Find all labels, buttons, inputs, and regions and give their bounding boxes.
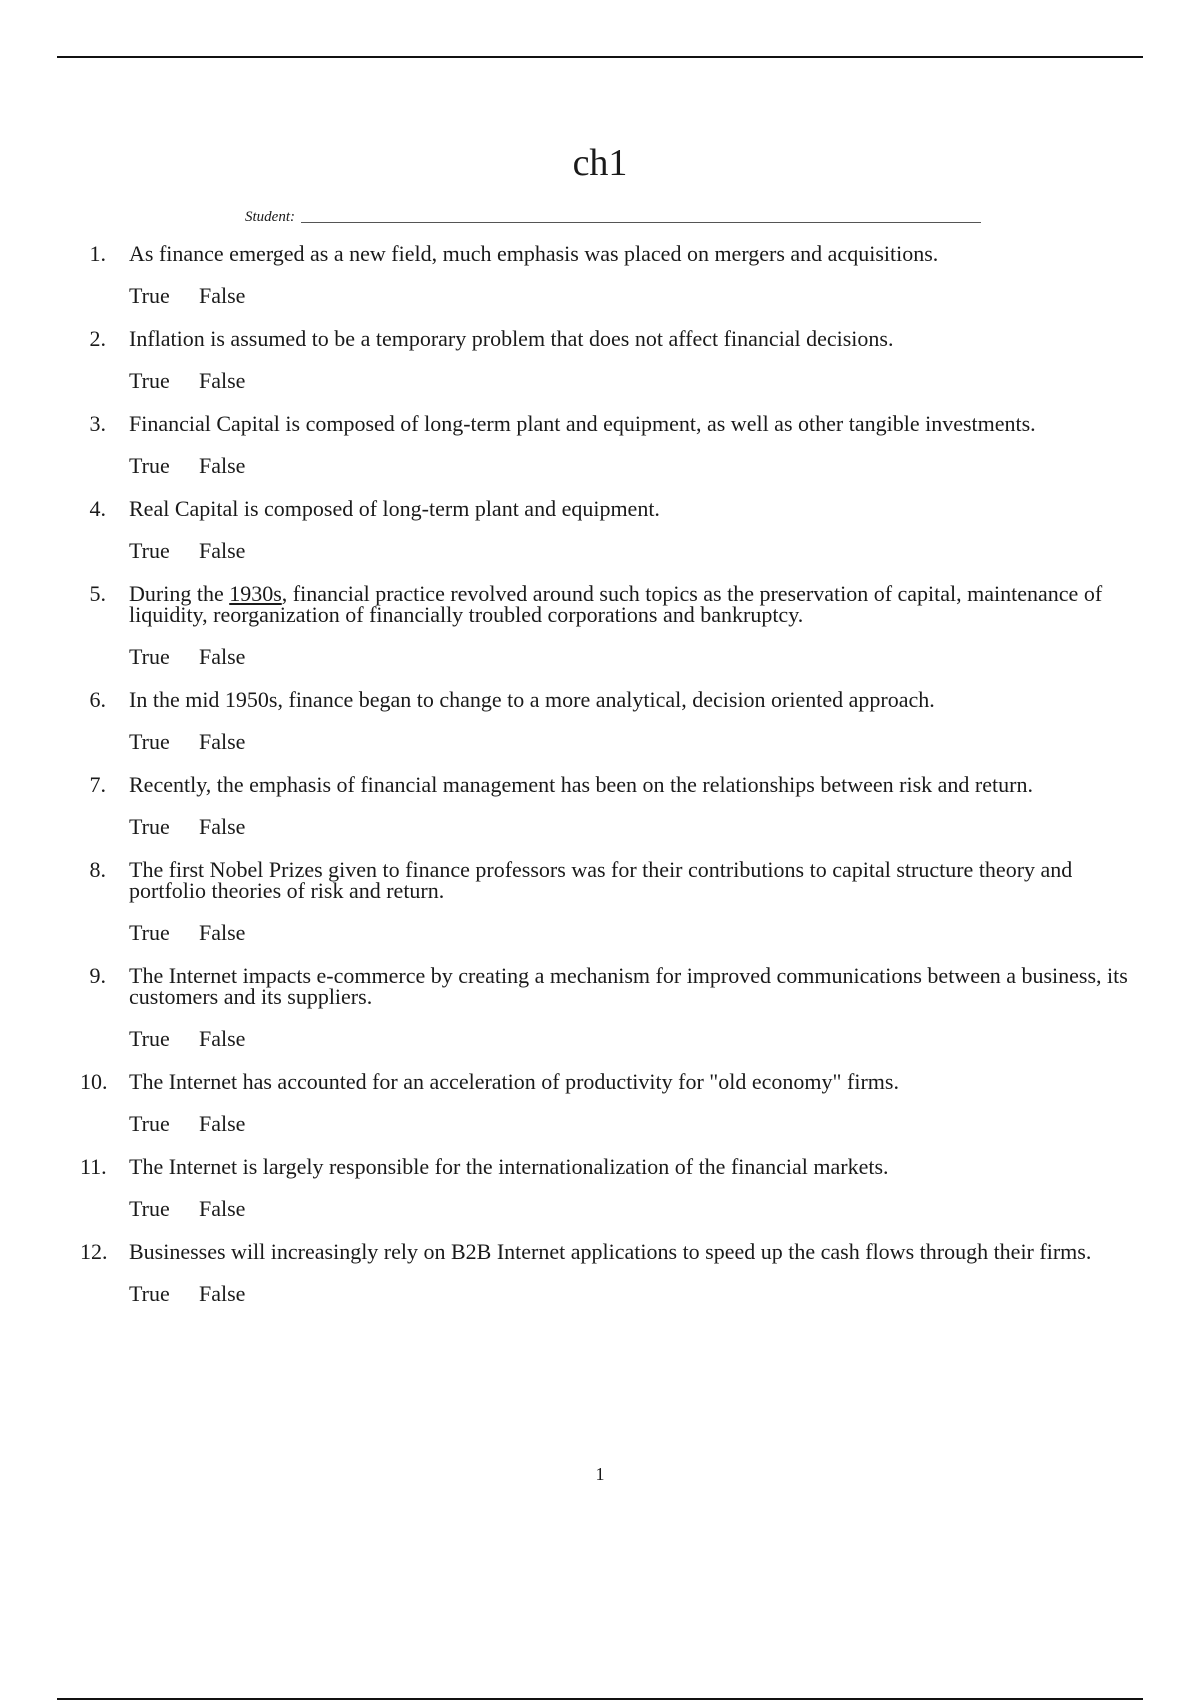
question-number: 9. (89, 963, 106, 988)
question-text: Real Capital is composed of long-term plant and equipment. (129, 496, 660, 521)
question-1 (0, 243, 1200, 306)
true-false-options (129, 816, 1200, 837)
question-number: 8. (89, 857, 106, 882)
question-number: 4. (89, 496, 106, 521)
question-text (129, 583, 1129, 625)
top-rule (57, 56, 1143, 58)
true-false-options (129, 922, 1200, 943)
true-false-options (129, 1283, 1200, 1304)
true-option[interactable]: True (129, 1111, 170, 1136)
true-option[interactable]: True (129, 1281, 170, 1306)
question-text: As finance emerged as a new field, much emphasis was placed on mergers and acquisitions. (129, 241, 939, 266)
question-6 (0, 689, 1200, 752)
true-option[interactable]: True (129, 644, 170, 669)
question-text: In the mid 1950s, finance began to change to a more analytical, decision oriented approach. (129, 687, 935, 712)
student-name-line[interactable] (301, 222, 981, 223)
false-option[interactable]: False (199, 1111, 246, 1136)
question-number: 1. (89, 241, 106, 266)
false-option[interactable]: False (199, 368, 246, 393)
false-option[interactable]: False (199, 1196, 246, 1221)
false-option[interactable]: False (199, 920, 246, 945)
true-false-options (129, 540, 1200, 561)
question-number: 12. (80, 1239, 108, 1264)
page-number: 1 (595, 1464, 605, 1484)
question-2 (0, 328, 1200, 391)
true-false-options (129, 1198, 1200, 1219)
true-false-options (129, 646, 1200, 667)
question-7 (0, 774, 1200, 837)
true-false-options (129, 455, 1200, 476)
false-option[interactable]: False (199, 814, 246, 839)
student-field (245, 209, 981, 226)
question-number: 2. (89, 326, 106, 351)
question-text: The Internet impacts e-commerce by creating a mechanism for improved communications between a business, its customers and its suppliers. (129, 963, 1128, 1009)
question-5 (0, 583, 1200, 667)
question-4 (0, 498, 1200, 561)
question-text-after: , financial practice revolved around such topics as the preservation of capital, maintenance of liquidity, reorganization of financially troubled corporations and bankruptcy. (129, 581, 1103, 627)
true-option[interactable]: True (129, 453, 170, 478)
question-text: Businesses will increasingly rely on B2B Internet applications to speed up the cash flows through their firms. (129, 1239, 1092, 1264)
question-list (0, 243, 1200, 1326)
question-9 (0, 965, 1200, 1049)
question-12 (0, 1241, 1200, 1304)
false-option[interactable]: False (199, 729, 246, 754)
true-false-options (129, 370, 1200, 391)
true-false-options (129, 731, 1200, 752)
false-option[interactable]: False (199, 644, 246, 669)
true-option[interactable]: True (129, 1196, 170, 1221)
false-option[interactable]: False (199, 453, 246, 478)
question-text: Inflation is assumed to be a temporary problem that does not affect financial decisions. (129, 326, 894, 351)
true-false-options (129, 285, 1200, 306)
false-option[interactable]: False (199, 538, 246, 563)
document-title: ch1 (572, 142, 628, 184)
underlined-decade: 1930s (229, 581, 282, 606)
true-option[interactable]: True (129, 1026, 170, 1051)
false-option[interactable]: False (199, 1026, 246, 1051)
true-option[interactable]: True (129, 368, 170, 393)
question-text: The Internet has accounted for an acceleration of productivity for "old economy" firms. (129, 1069, 899, 1094)
question-text: Recently, the emphasis of financial management has been on the relationships between risk and return. (129, 772, 1033, 797)
student-label: Student: (245, 209, 295, 225)
question-number: 11. (80, 1154, 107, 1179)
question-number: 5. (89, 581, 106, 606)
question-text-before: During the (129, 581, 230, 606)
true-false-options (129, 1028, 1200, 1049)
false-option[interactable]: False (199, 283, 246, 308)
question-10 (0, 1071, 1200, 1134)
question-number: 3. (89, 411, 106, 436)
question-text: Financial Capital is composed of long-term plant and equipment, as well as other tangible investments. (129, 411, 1036, 436)
true-option[interactable]: True (129, 920, 170, 945)
true-false-options (129, 1113, 1200, 1134)
question-3 (0, 413, 1200, 476)
true-option[interactable]: True (129, 729, 170, 754)
question-text: The Internet is largely responsible for the internationalization of the financial markets. (129, 1154, 889, 1179)
question-11 (0, 1156, 1200, 1219)
true-option[interactable]: True (129, 283, 170, 308)
question-8 (0, 859, 1200, 943)
question-text: The first Nobel Prizes given to finance professors was for their contributions to capital structure theory and portfolio theories of risk and return. (129, 857, 1073, 903)
true-option[interactable]: True (129, 538, 170, 563)
question-number: 7. (89, 772, 106, 797)
false-option[interactable]: False (199, 1281, 246, 1306)
question-number: 6. (89, 687, 106, 712)
question-number: 10. (80, 1069, 108, 1094)
true-option[interactable]: True (129, 814, 170, 839)
